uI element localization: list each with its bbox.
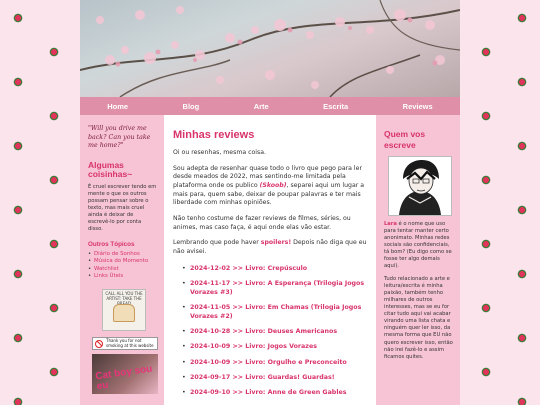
author-title: Quem vos escreve (384, 129, 426, 150)
left-sidebar (80, 115, 164, 405)
topics-title: Outros Tópicos (88, 241, 135, 249)
cherry-blossom-banner-image (80, 0, 460, 97)
review-link[interactable]: • 2024-12-02 >> Livro: Crepúsculo (173, 264, 368, 273)
header-banner (80, 0, 460, 97)
nav-escrita[interactable]: Escrita (323, 101, 349, 111)
spoiler-text-end: Depois não diga que eu não avisei. (173, 239, 367, 256)
no-smoking-text: Thank you for not smoking at this website (106, 338, 154, 348)
review-link[interactable]: • 2024-10-28 >> Livro: Deuses Americanos (173, 327, 368, 336)
review-link[interactable]: • 2024-11-05 >> Livro: Em Chamas (Trilogia Jogos Vorazes #2) (173, 303, 368, 321)
topic-link-useful-links[interactable]: • Links Úteis (88, 273, 157, 280)
nav-arte[interactable]: Arte (253, 101, 269, 111)
main-content (164, 115, 376, 405)
reviews-scope-text: Não tenho costume de fazer reviews de filmes, séries, ou animes, mas caso faça, é aqui onde elas vão estar. (173, 215, 351, 231)
review-link[interactable]: • 2024-09-17 >> Livro: Guardas! Guardas! (173, 373, 368, 382)
intro-text-end: , separei aqui um lugar a mais para, quem sabe, deixar de poupar palavras e ter mais liberdade com minhas opiniões. (173, 182, 365, 207)
topic-link-music[interactable]: • Música do Momento (88, 258, 157, 265)
author-avatar (388, 156, 452, 216)
author-name: Lara (384, 221, 397, 228)
nav-home[interactable]: Home (107, 101, 129, 111)
sidebar-quote: "Will you drive me back? Can you take me home?" (88, 125, 151, 149)
author-bio-1-text: é o nome que uso para tentar manter certo anonimato. Minhas redes sociais são confidenciais, tá bom? (Eu digo como se fosse ter algo demais aqui). (384, 221, 452, 270)
skoob-mention: (Skoob) (259, 182, 287, 190)
greeting-text: Oi ou resenhas, mesma coisa. (173, 149, 266, 156)
review-link[interactable]: • 2024-11-17 >> Livro: A Esperança (Trilogia Jogos Vorazes #3) (173, 279, 368, 297)
topics-list (88, 251, 157, 280)
page (80, 0, 460, 405)
no-smoking-stamp (92, 337, 158, 350)
nav-blog[interactable]: Blog (182, 101, 200, 111)
spoiler-text-start: Lembrando que pode haver (173, 239, 261, 247)
bread-stamp (102, 289, 146, 331)
topic-link-watchlist[interactable]: • Watchlist (88, 266, 157, 273)
intro-paragraph (173, 165, 368, 208)
review-link[interactable]: • 2024-09-10 >> Livro: Anne de Green Gables (173, 388, 368, 397)
author-bio-2: Tudo relacionado a arte e leitura/escrita é minha paixão, também tenho milhares de outros interesses, mas se eu for citar tudo aqui vai acabar virando uma lista chata e ninguém quer ler isso, da mesma forma que EU não quero escrever isso, então não irei fazê-lo e assim ficamos quites. (384, 276, 453, 360)
author-bio-1 (384, 221, 454, 270)
sidebar-title: Algumas coisinhas~ (88, 159, 133, 180)
spoiler-highlight: spoilers! (260, 239, 292, 247)
topic-link-dreams[interactable]: • Diário de Sonhos (88, 251, 157, 258)
review-link[interactable]: • 2024-10-09 >> Livro: Orgulho e Preconceito (173, 358, 368, 367)
review-link[interactable]: • 2024-10-09 >> Livro: Jogos Vorazes (173, 342, 368, 351)
author-portrait-image (389, 157, 451, 215)
no-smoking-icon (95, 340, 103, 348)
catboy-stamp (92, 354, 158, 394)
intro-text-start: Sou adepta de resenhar quase todo o livro que pego para ler desde meados de 2022, mas sentindo-me limitada pela plataforma onde os publico (173, 164, 363, 190)
main-navigation (80, 97, 460, 115)
nav-reviews[interactable]: Reviews (402, 101, 433, 111)
bread-stamp-text: CALL ALL YOU THE ARTIST: TAKE THE (105, 291, 143, 302)
page-title: Minhas reviews (173, 129, 255, 141)
reviews-list (173, 264, 368, 397)
catboy-stamp-text: Cat boy sou eu (94, 363, 153, 393)
spoiler-warning (173, 239, 368, 256)
bread-icon (113, 304, 135, 322)
right-sidebar (376, 115, 460, 405)
sidebar-text: É cruel escrever tendo em mente o que os outros possam pensar sobre o texto, mas mais cruel ainda é deixar de escrevê-lo por conta disso. (88, 184, 157, 233)
